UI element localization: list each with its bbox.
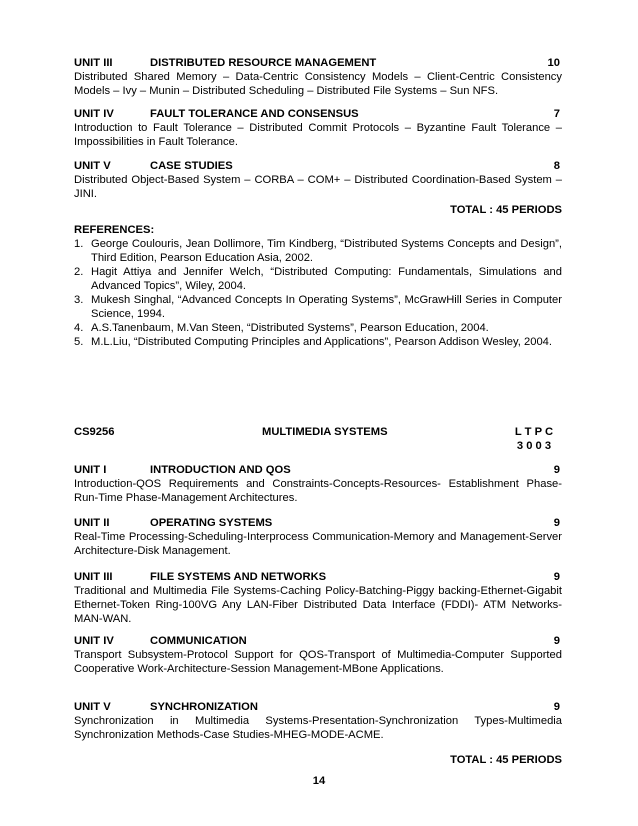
reference-number: 5.: [74, 336, 84, 348]
unit-title: FAULT TOLERANCE AND CONSENSUS: [150, 108, 359, 120]
unit-heading: [74, 463, 562, 477]
unit-heading: [74, 634, 562, 648]
unit-number: UNIT III: [74, 571, 113, 583]
unit-hours: 9: [553, 701, 560, 713]
total-periods: TOTAL : 45 PERIODS: [450, 204, 562, 216]
unit-title: DISTRIBUTED RESOURCE MANAGEMENT: [150, 57, 377, 69]
unit-block: [74, 634, 562, 676]
ltpc-values: 3 0 0 3: [516, 440, 552, 452]
unit-block: [74, 107, 562, 149]
unit-title: FILE SYSTEMS AND NETWORKS: [150, 571, 327, 583]
unit-description: Synchronization in Multimedia Systems-Presentation-Synchronization Types-Multimedia Synchronization Methods-Case Studies-MHEG-MODE-ACME.: [74, 715, 562, 741]
unit-heading: [74, 56, 562, 70]
unit-description: Traditional and Multimedia File Systems-Caching Policy-Batching-Piggy backing-Ethernet-Gigabit Ethernet-Token Ring-100VG Any LAN-Fiber Distributed Data Interface (FDDI)- ATM Networks-MAN-WAN.: [74, 585, 562, 625]
unit-hours: 9: [553, 464, 560, 476]
unit-number: UNIT I: [74, 464, 107, 476]
unit-hours: 8: [553, 160, 560, 172]
references-list: [74, 237, 562, 349]
unit-heading: [74, 700, 562, 714]
unit-description: Transport Subsystem-Protocol Support for QOS-Transport of Multimedia-Computer Supported Cooperative Work-Architecture-Session Management-MBone Applications.: [74, 649, 562, 675]
unit-block: [74, 516, 562, 558]
unit-block: [74, 570, 562, 626]
unit-hours: 9: [553, 571, 560, 583]
unit-hours: 7: [553, 108, 560, 120]
reference-item: [74, 265, 562, 293]
unit-title: OPERATING SYSTEMS: [150, 517, 273, 529]
course-title: MULTIMEDIA SYSTEMS: [262, 426, 388, 438]
reference-text: Hagit Attiya and Jennifer Welch, “Distributed Computing: Fundamentals, Simulations and Advanced Topics”, Wiley, 2004.: [91, 266, 562, 292]
reference-text: George Coulouris, Jean Dollimore, Tim Kindberg, “Distributed Systems Concepts and Design”, Third Edition, Pearson Education Asia, 2002.: [91, 238, 562, 264]
course-header: [74, 425, 562, 453]
reference-number: 3.: [74, 294, 84, 306]
unit-block: [74, 463, 562, 505]
unit-hours: 9: [553, 517, 560, 529]
reference-number: 2.: [74, 266, 84, 278]
reference-number: 1.: [74, 238, 84, 250]
unit-description: Distributed Object-Based System – CORBA – COM+ – Distributed Coordination-Based System – JINI.: [74, 174, 562, 200]
ltpc-label: L T P C: [514, 426, 554, 438]
reference-text: M.L.Liu, “Distributed Computing Principles and Applications”, Pearson Addison Wesley, 2004.: [91, 336, 553, 348]
reference-number: 4.: [74, 322, 84, 334]
page-number: 14: [312, 775, 326, 787]
unit-number: UNIT V: [74, 701, 111, 713]
unit-title: INTRODUCTION AND QOS: [150, 464, 291, 476]
total-periods: TOTAL : 45 PERIODS: [450, 754, 562, 766]
unit-title: SYNCHRONIZATION: [150, 701, 258, 713]
unit-title: COMMUNICATION: [150, 635, 247, 647]
unit-description: Introduction to Fault Tolerance – Distributed Commit Protocols – Byzantine Fault Tolerance – Impossibilities in Fault Tolerance.: [74, 122, 562, 148]
course-code: CS9256: [74, 426, 115, 438]
unit-heading: [74, 159, 562, 173]
unit-number: UNIT IV: [74, 108, 114, 120]
reference-item: [74, 293, 562, 321]
references-heading: REFERENCES:: [74, 224, 155, 236]
unit-number: UNIT V: [74, 160, 111, 172]
references-section: [74, 223, 562, 349]
unit-number: UNIT II: [74, 517, 110, 529]
reference-item: [74, 321, 562, 335]
unit-description: Introduction-QOS Requirements and Constraints-Concepts-Resources- Establishment Phase-Run-Time Phase-Management Architectures.: [74, 478, 562, 504]
unit-description: Distributed Shared Memory – Data-Centric Consistency Models – Client-Centric Consistency Models – Ivy – Munin – Distributed Scheduling – Distributed File Systems – Sun NFS.: [74, 71, 562, 97]
reference-item: [74, 237, 562, 265]
unit-hours: 9: [553, 635, 560, 647]
unit-number: UNIT IV: [74, 635, 114, 647]
unit-title: CASE STUDIES: [150, 160, 233, 172]
unit-block: [74, 700, 562, 742]
reference-text: Mukesh Singhal, “Advanced Concepts In Operating Systems”, McGrawHill Series in Computer Science, 1994.: [91, 294, 562, 320]
unit-description: Real-Time Processing-Scheduling-Interprocess Communication-Memory and Management-Server Architecture-Disk Management.: [74, 531, 562, 557]
reference-text: A.S.Tanenbaum, M.Van Steen, “Distributed Systems”, Pearson Education, 2004.: [91, 322, 489, 334]
unit-block: [74, 56, 562, 98]
unit-hours: 10: [547, 57, 560, 69]
reference-item: [74, 335, 562, 349]
unit-number: UNIT III: [74, 57, 113, 69]
unit-heading: [74, 570, 562, 584]
unit-heading: [74, 107, 562, 121]
unit-block: [74, 159, 562, 201]
ltpc: [506, 425, 562, 453]
unit-heading: [74, 516, 562, 530]
